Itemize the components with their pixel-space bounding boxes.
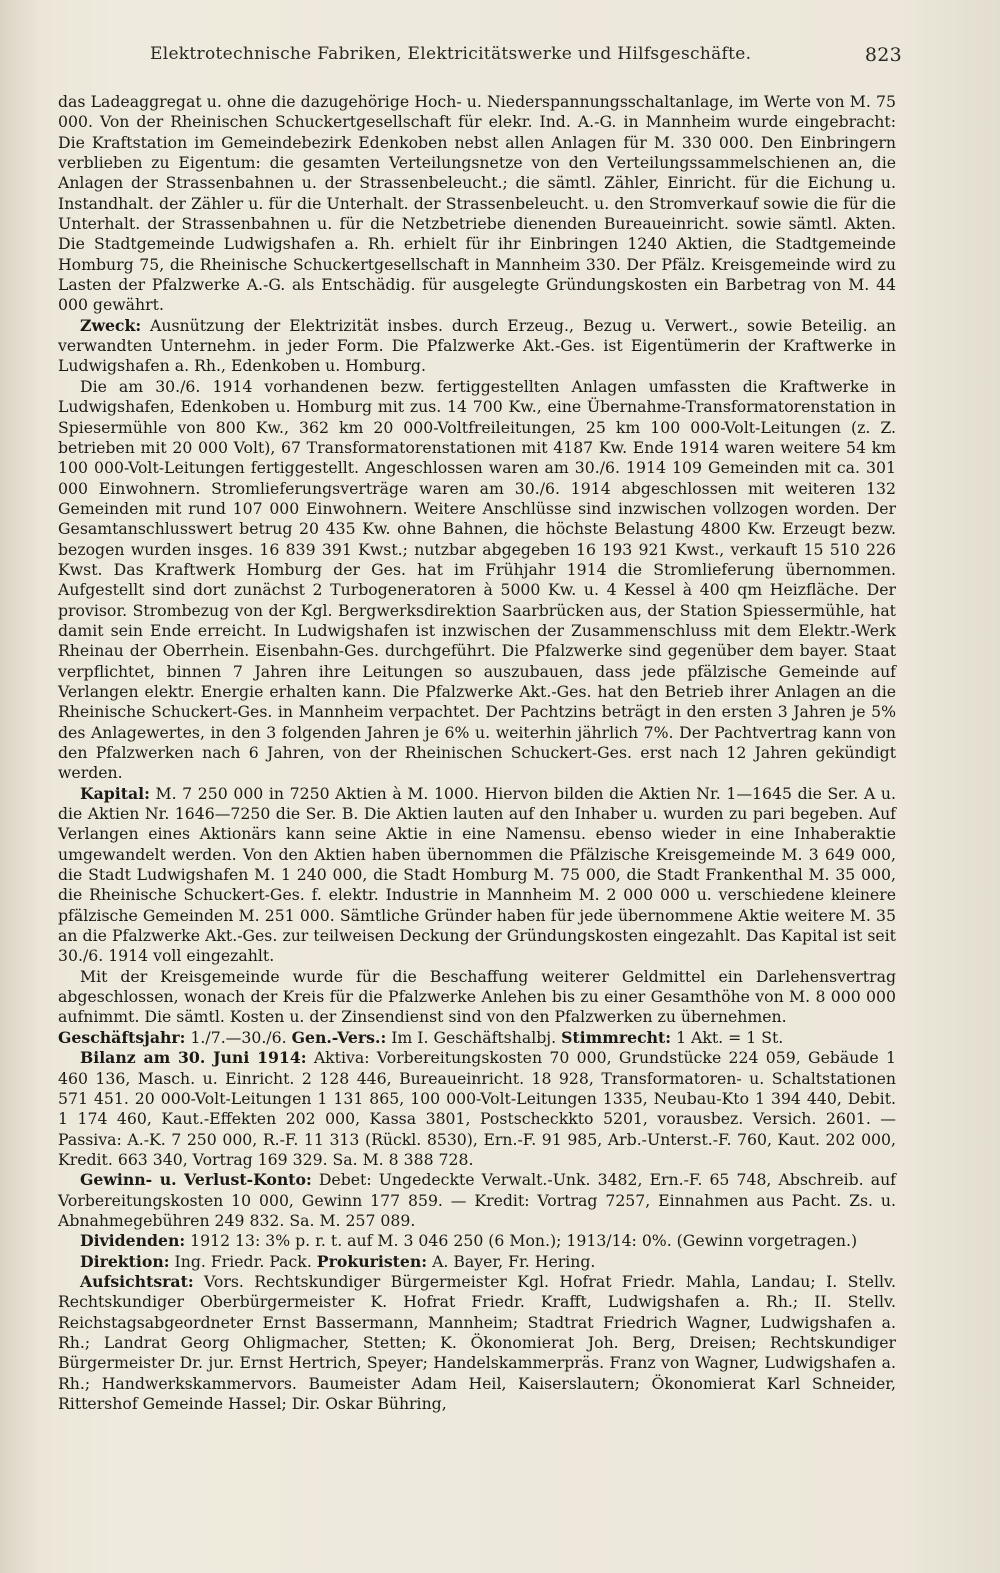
page-body [58, 92, 896, 1414]
paragraph-purpose: Zweck: Ausnützung der Elektrizität insbes. durch Erzeug., Bezug u. Verwert., sowie Beteilig. an verwandten Unternehm. in jeder Form. Die Pfalzwerke Akt.-Ges. ist Eigentümerin der Kraftwerke in Ludwigshafen a. Rh., Edenkoben u. Homburg. [58, 315, 896, 376]
running-header [150, 44, 902, 74]
label-management: Direktion: [80, 1251, 170, 1271]
label-purpose: Zweck: [80, 315, 142, 335]
header-title: Elektrotechnische Fabriken, Elektricitätswerke und Hilfsgeschäfte. [150, 44, 752, 64]
paragraph-supervisory-board: Aufsichtsrat: Vors. Rechtskundiger Bürgermeister Kgl. Hofrat Friedr. Mahla, Landau; I. Stellv. Rechtskundiger Oberbürgermeister K. Hofrat Friedr. Krafft, Ludwigshafen a. Rh.; II. Stellv. Reichstagsabgeordneter Ernst Bassermann, Mannheim; Stadtrat Friedrich Wagner, Ludwigshafen a. Rh.; Landrat Georg Ohligmacher, Stetten; K. Ökonomierat Joh. Berg, Dreisen; Rechtskundiger Bürgermeister Dr. jur. Ernst Hertrich, Speyer; Handelskammerpräs. Franz von Wagner, Ludwigshafen a. Rh.; Handwerkskammervors. Baumeister Adam Heil, Kaiserslautern; Ökonomierat Karl Schneider, Rittershof Gemeinde Hassel; Dir. Oskar Bühring, [58, 1271, 896, 1413]
paragraph-profit-loss: Gewinn- u. Verlust-Konto: Debet: Ungedeckte Verwalt.-Unk. 3482, Ern.-F. 65 748, Abschreib. auf Vorbereitungskosten 10 000, Gewinn 177 859. — Kredit: Vortrag 7257, Einnahmen aus Pacht. Zs. u. Abnahmegebühren 249 832. Sa. M. 257 089. [58, 1170, 896, 1230]
label-supervisory-board: Aufsichtsrat: [80, 1271, 194, 1291]
label-profit-loss: Gewinn- u. Verlust-Konto: [80, 1170, 312, 1190]
paragraph-balance: Bilanz am 30. Juni 1914: Aktiva: Vorbereitungskosten 70 000, Grundstücke 224 059, Gebäude 1 460 136, Masch. u. Einricht. 2 128 446, Bureaueinricht. 18 928, Transformatoren- u. Schaltstationen 571 451. 20 000-Volt-Leitungen 1 131 865, 100 000-Volt-Leitungen 1335, Neubau-Kto 1 394 440, Debit. 1 174 460, Kaut.-Effekten 202 000, Kassa 3801, Postscheckkto 5201, vorausbez. Versich. 2601. — Passiva: A.-K. 7 250 000, R.-F. 11 313 (Rückl. 8530), Ern.-F. 91 985, Arb.-Unterst.-F. 760, Kaut. 202 000, Kredit. 663 340, Vortrag 169 329. Sa. M. 8 388 728. [58, 1048, 896, 1169]
label-procurists: Prokuristen: [316, 1251, 428, 1271]
paragraph-management: Direktion: Ing. Friedr. Pack. Prokuristen: A. Bayer, Fr. Hering. [80, 1251, 596, 1271]
label-business-year: Geschäftsjahr: [58, 1027, 186, 1047]
paragraph-contribution: das Ladeaggregat u. ohne die dazugehörige Hoch- u. Niederspannungsschaltanlage, im Werte von M. 75 000. Von der Rheinischen Schuckertgesellschaft für elekr. Ind. A.-G. in Mannheim wurde eingebracht: Die Kraftstation im Gemeindebezirk Edenkoben nebst allen Anlagen für M. 330 000. Den Einbringern verblieben zu Eigentum: die gesamten Verteilungsnetze von den Verteilungssammelschienen an, die Anlagen der Strassenbahnen u. der Strassenbeleucht.; die sämtl. Zähler, Einricht. für die Eichung u. Instandhalt. der Zähler u. für die Unterhalt. der Strassenbeleucht. u. den Stromverkauf sowie die für die Unterhalt. der Strassenbahnen u. für die Netzbetriebe dienenden Bureaueinricht. sowie sämtl. Akten. Die Stadtgemeinde Ludwigshafen a. Rh. erhielt für ihr Einbringen 1240 Aktien, die Stadtgemeinde Homburg 75, die Rheinische Schuckertgesellschaft in Mannheim 330. Der Pfälz. Kreisgemeinde wird zu Lasten der Pfalzwerke A.-G. als Entschädig. für ausgelegte Gründungskosten ein Barbetrag von M. 44 000 gewährt. [58, 92, 896, 315]
page-number: 823 [864, 44, 902, 66]
paragraph-dividends: Dividenden: 1912 13: 3% p. r. t. auf M. 3 046 250 (6 Mon.); 1913/14: 0%. (Gewinn vorgetragen.) [80, 1231, 858, 1251]
label-voting-right: Stimmrecht: [561, 1027, 672, 1047]
paragraph-facilities: Die am 30./6. 1914 vorhandenen bezw. fertiggestellten Anlagen umfassten die Kraftwerke in Ludwigshafen, Edenkoben u. Homburg mit zus. 14 700 Kw., eine Übernahme-Transformatorenstation in Spiesermühle von 800 Kw., 362 km 20 000-Voltfreileitungen, 25 km 100 000-Volt-Leitungen (z. Z. betrieben mit 20 000 Volt), 67 Transformatorenstationen mit 4187 Kw. Ende 1914 waren weitere 54 km 100 000-Volt-Leitungen fertiggestellt. Angeschlossen waren am 30./6. 1914 109 Gemeinden mit ca. 301 000 Einwohnern. Stromlieferungsverträge waren am 30./6. 1914 abgeschlossen mit weiteren 132 Gemeinden mit rund 107 000 Einwohnern. Weitere Anschlüsse sind inzwischen vollzogen worden. Der Gesamtanschlusswert betrug 20 435 Kw. ohne Bahnen, die höchste Belastung 4800 Kw. Erzeugt bezw. bezogen wurden insges. 16 839 391 Kwst.; nutzbar abgegeben 16 193 921 Kwst., verkauft 15 510 226 Kwst. Das Kraftwerk Homburg der Ges. hat im Frühjahr 1914 die Stromlieferung übernommen. Aufgestellt sind dort zunächst 2 Turbogeneratoren à 5000 Kw. u. 4 Kessel à 400 qm Heizfläche. Der provisor. Strombezug von der Kgl. Bergwerksdirektion Saarbrücken aus, der Station Spiessermühle, hat damit sein Ende erreicht. In Ludwigshafen ist inzwischen der Zusammenschluss mit dem Elektr.-Werk Rheinau der Oberrhein. Eisenbahn-Ges. durchgeführt. Die Pfalzwerke sind gegenüber dem bayer. Staat verpflichtet, binnen 7 Jahren ihre Leitungen so auszubauen, dass jede pfälzische Gemeinde auf Verlangen elektr. Energie erhalten kann. Die Pfalzwerke Akt.-Ges. hat den Betrieb ihrer Anlagen an die Rheinische Schuckert-Ges. in Mannheim verpachtet. Der Pachtzins beträgt in den ersten 3 Jahren je 5% des Anlagewertes, in den 3 folgenden Jahren je 6% u. weiterhin jährlich 7%. Der Pachtvertrag kann von den Pfalzwerken nach 6 Jahren, von der Rheinischen Schuckert-Ges. erst nach 12 Jahren gekündigt werden. [58, 376, 896, 783]
paragraph-capital: Kapital: M. 7 250 000 in 7250 Aktien à M. 1000. Hiervon bilden die Aktien Nr. 1—1645 die Ser. A u. die Aktien Nr. 1646—7250 die Ser. B. Die Aktien lauten auf den Inhaber u. wurden zu pari begeben. Auf Verlangen eines Aktionärs kann seine Aktie in eine Namensu. ebenso wieder in eine Inhaberaktie umgewandelt werden. Von den Aktien haben übernommen die Pfälzische Kreisgemeinde M. 3 649 000, die Stadt Ludwigshafen M. 1 240 000, die Stadt Homburg M. 75 000, die Stadt Frankenthal M. 35 000, die Rheinische Schuckert-Ges. f. elektr. Industrie in Mannheim M. 2 000 000 u. verschiedene kleinere pfälzische Gemeinden M. 251 000. Sämtliche Gründer haben für jede übernommene Aktie weitere M. 35 an die Pfalzwerke Akt.-Ges. zur teilweisen Deckung der Gründungskosten eingezahlt. Das Kapital ist seit 30./6. 1914 voll eingezahlt. [58, 783, 896, 966]
paragraph-loan: Mit der Kreisgemeinde wurde für die Beschaffung weiterer Geldmittel ein Darlehensvertrag abgeschlossen, wonach der Kreis für die Pfalzwerke Anlehen bis zu einer Gesamthöhe von M. 8 000 000 aufnimmt. Die sämtl. Kosten u. der Zinsendienst sind von den Pfalzwerken zu übernehmen. [58, 966, 896, 1027]
label-dividends: Dividenden: [80, 1231, 186, 1251]
label-balance: Bilanz am 30. Juni 1914: [80, 1048, 307, 1068]
label-general-meeting: Gen.-Vers.: [291, 1027, 387, 1047]
label-capital: Kapital: [80, 783, 150, 803]
paragraph-business-year: Geschäftsjahr: 1./7.—30./6. Gen.-Vers.: Im I. Geschäftshalbj. Stimmrecht: 1 Akt. = 1 St. [58, 1027, 784, 1047]
